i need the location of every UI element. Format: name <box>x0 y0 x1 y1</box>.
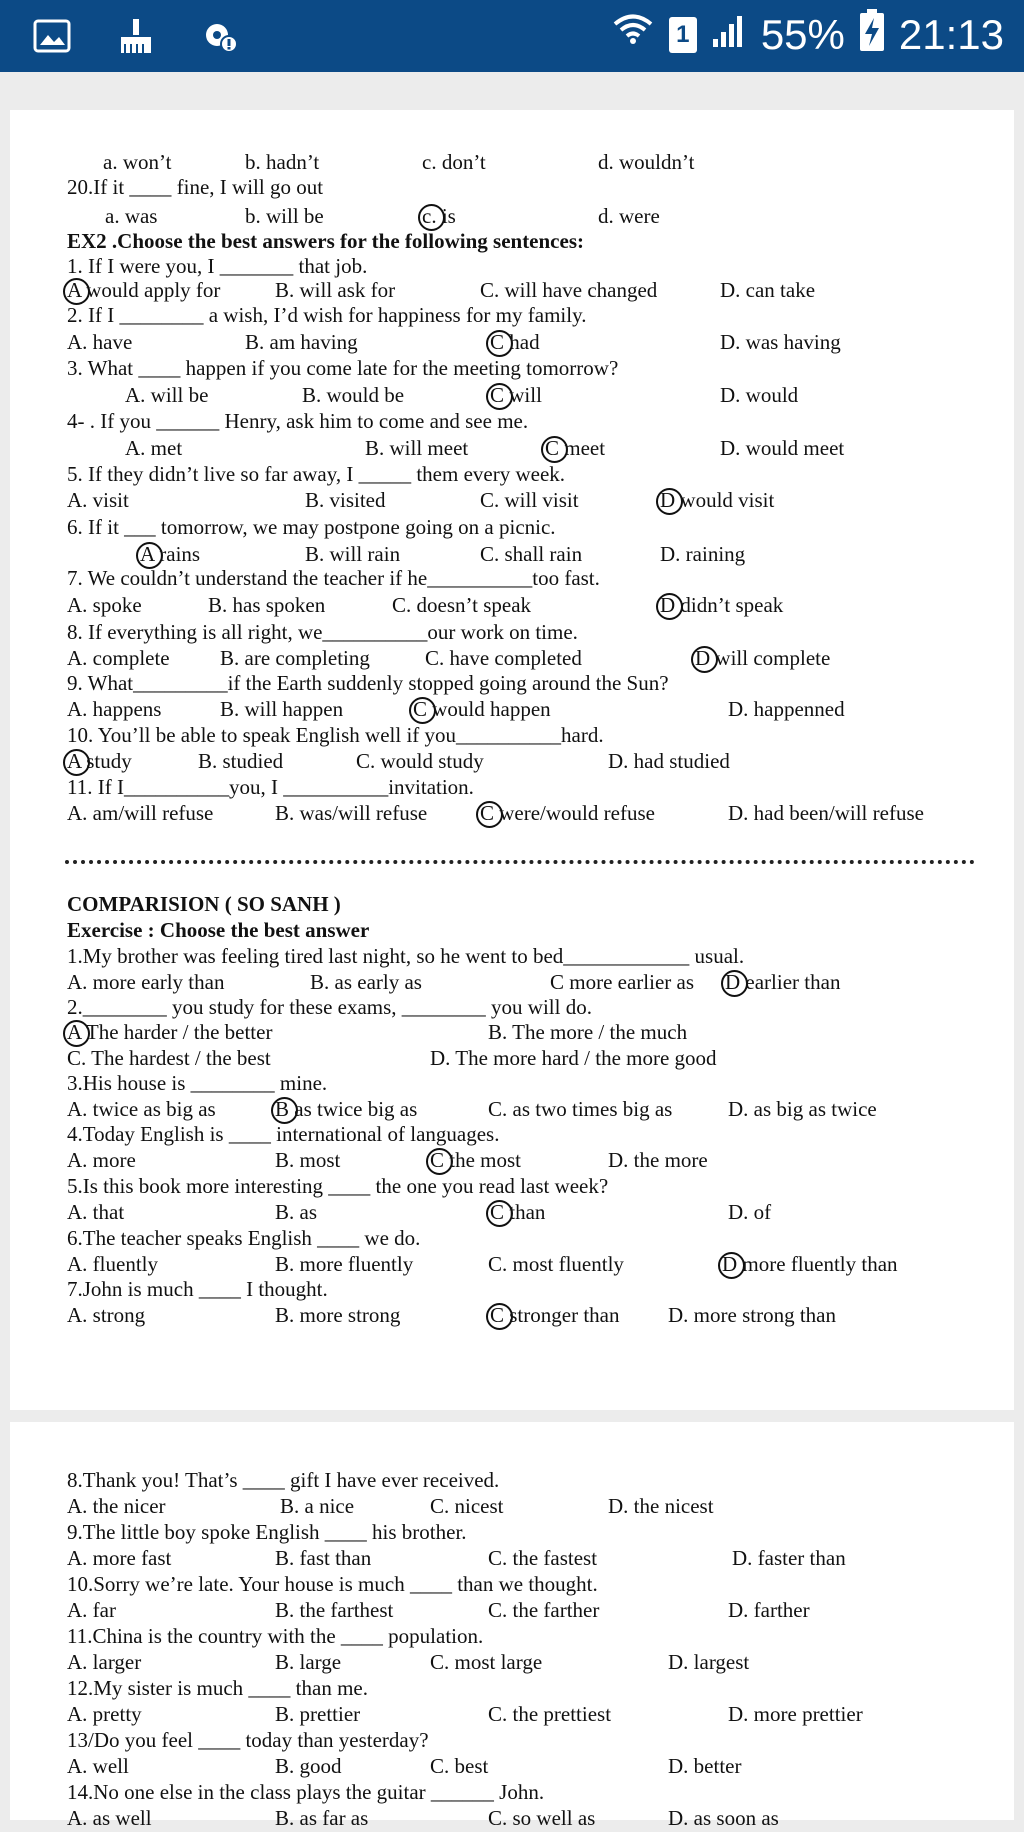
text-segment: A. am/will refuse <box>67 801 214 825</box>
settings-icon <box>198 14 242 58</box>
text-segment: A. more fast <box>67 1546 172 1570</box>
text-segment: 8. If everything is all right, we__________our work on time. <box>67 620 578 644</box>
cleaner-icon <box>114 14 158 58</box>
text-segment: A. complete <box>67 646 170 670</box>
text-segment: B. was/will refuse <box>275 801 428 825</box>
worksheet-line <box>10 1224 1014 1252</box>
text-segment: B. has spoken <box>208 593 326 617</box>
circled-answer: A study <box>67 749 132 773</box>
text-segment: C. shall rain <box>480 542 583 566</box>
worksheet-line <box>10 354 1014 382</box>
circled-answer: D earlier than <box>725 970 841 994</box>
text-segment: A. twice as big as <box>67 1097 216 1121</box>
worksheet-line <box>10 1044 1014 1072</box>
status-right <box>611 8 1004 62</box>
worksheet-line <box>10 669 1014 697</box>
worksheet-line <box>10 513 1014 541</box>
text-segment: D. would meet <box>720 436 845 460</box>
circled-answer: B as twice big as <box>275 1097 418 1121</box>
text-segment: 12.My sister is much ____ than me. <box>67 1676 368 1700</box>
text-segment: d. wouldn’t <box>598 150 695 174</box>
worksheet-line <box>10 202 1014 230</box>
circled-answer: A The harder / the better <box>67 1020 273 1044</box>
worksheet-line <box>10 773 1014 801</box>
circled-answer: C would happen <box>413 697 551 721</box>
worksheet-line <box>10 328 1014 356</box>
text-segment: D. more strong than <box>668 1303 836 1327</box>
worksheet-line <box>10 407 1014 435</box>
worksheet-line <box>10 747 1014 775</box>
text-segment: 11.China is the country with the ____ population. <box>67 1624 484 1648</box>
worksheet-page-1 <box>10 110 1014 1410</box>
text-segment: A. more <box>67 1148 136 1172</box>
text-segment: B. fast than <box>275 1546 372 1570</box>
text-segment: B. the farthest <box>275 1598 394 1622</box>
status-bar <box>0 0 1024 72</box>
text-segment: C. will have changed <box>480 278 658 302</box>
text-segment: B. am having <box>245 330 358 354</box>
worksheet-line <box>10 434 1014 462</box>
text-segment: 2. If I ________ a wish, I’d wish for happiness for my family. <box>67 303 587 327</box>
text-segment: 1.My brother was feeling tired last night, so he went to bed____________ usual. <box>67 944 745 968</box>
worksheet-line <box>10 381 1014 409</box>
circled-answer: D will complete <box>695 646 831 670</box>
circled-answer: C will <box>490 383 542 407</box>
circled-answer: D would visit <box>660 488 775 512</box>
worksheet-line <box>10 1700 1014 1728</box>
text-segment: A. far <box>67 1598 116 1622</box>
text-segment: 8.Thank you! That’s ____ gift I have ever received. <box>67 1468 500 1492</box>
text-segment: B. as <box>275 1200 317 1224</box>
text-segment: 5. If they didn’t live so far away, I _____ them every week. <box>67 462 566 486</box>
worksheet-line <box>10 276 1014 304</box>
text-segment: A. will be <box>125 383 209 407</box>
text-segment: C. The hardest / the best <box>67 1046 271 1070</box>
text-segment: 11. If I__________you, I __________invitation. <box>67 775 474 799</box>
text-segment: A. the nicer <box>67 1494 166 1518</box>
signal-icon <box>711 11 747 59</box>
text-segment: 9.The little boy spoke English ____ his brother. <box>67 1520 467 1544</box>
status-left-icons <box>30 14 242 58</box>
text-segment: C. have completed <box>425 646 582 670</box>
text-segment: d. were <box>598 204 660 228</box>
text-segment: A. spoke <box>67 593 142 617</box>
text-segment: C. the fastest <box>488 1546 598 1570</box>
dotted-divider <box>65 860 975 864</box>
worksheet-line <box>10 618 1014 646</box>
text-segment: C. most large <box>430 1650 543 1674</box>
text-segment: C. most fluently <box>488 1252 624 1276</box>
text-segment: 2.________ you study for these exams, ________ you will do. <box>67 995 592 1019</box>
worksheet-line <box>10 1301 1014 1329</box>
text-segment: D. better <box>668 1754 742 1778</box>
text-segment: 6.The teacher speaks English ____ we do. <box>67 1226 421 1250</box>
text-segment: D. the nicest <box>608 1494 714 1518</box>
text-segment: 3.His house is ________ mine. <box>67 1071 328 1095</box>
worksheet-line <box>10 1726 1014 1754</box>
text-segment: B. are completing <box>220 646 370 670</box>
worksheet-line <box>10 1570 1014 1598</box>
text-segment: D. farther <box>728 1598 810 1622</box>
text-segment: D. as big as twice <box>728 1097 877 1121</box>
text-segment: A. larger <box>67 1650 142 1674</box>
worksheet-line <box>10 942 1014 970</box>
clock: 21:13 <box>898 11 1004 58</box>
text-segment: A. strong <box>67 1303 146 1327</box>
worksheet-line <box>10 1146 1014 1174</box>
text-segment: B. studied <box>198 749 284 773</box>
circled-answer: C stronger than <box>490 1303 620 1327</box>
worksheet-line <box>10 799 1014 827</box>
text-segment: b. hadn’t <box>245 150 320 174</box>
worksheet-line <box>10 1804 1014 1832</box>
worksheet-line <box>10 1544 1014 1572</box>
text-segment: 7. We couldn’t understand the teacher if he__________too fast. <box>67 566 600 590</box>
text-segment: A. visit <box>67 488 129 512</box>
text-segment: 9. What_________if the Earth suddenly stopped going around the Sun? <box>67 671 669 695</box>
text-segment: 5.Is this book more interesting ____ the one you read last week? <box>67 1174 609 1198</box>
worksheet-line <box>10 173 1014 201</box>
text-segment: B. more strong <box>275 1303 401 1327</box>
text-segment: 4- . If you ______ Henry, ask him to come and see me. <box>67 409 529 433</box>
circled-answer: D more fluently than <box>722 1252 898 1276</box>
worksheet-line <box>10 721 1014 749</box>
text-segment: D. raining <box>660 542 746 566</box>
text-segment: B. as far as <box>275 1806 369 1830</box>
text-segment: D. would <box>720 383 799 407</box>
text-segment: D. The more hard / the more good <box>430 1046 717 1070</box>
worksheet-line <box>10 1018 1014 1046</box>
circled-answer: A rains <box>140 542 201 566</box>
text-segment: B. will rain <box>305 542 401 566</box>
worksheet-line <box>10 148 1014 176</box>
circled-answer: c. is <box>422 204 456 228</box>
text-segment: D. of <box>728 1200 772 1224</box>
text-segment: c. don’t <box>422 150 486 174</box>
text-segment: A. well <box>67 1754 129 1778</box>
text-segment: C more earlier as <box>550 970 695 994</box>
worksheet-line <box>10 1466 1014 1494</box>
text-segment: EX2 .Choose the best answers for the following sentences: <box>67 229 584 253</box>
worksheet-line <box>10 227 1014 255</box>
text-segment: C. will visit <box>480 488 579 512</box>
text-segment: A. as well <box>67 1806 152 1830</box>
wifi-icon <box>611 8 655 62</box>
worksheet-line <box>10 916 1014 944</box>
text-segment: 6. If it ___ tomorrow, we may postpone going on a picnic. <box>67 515 556 539</box>
text-segment: D. happenned <box>728 697 845 721</box>
worksheet-line <box>10 564 1014 592</box>
worksheet-line <box>10 890 1014 918</box>
text-segment: 3. What ____ happen if you come late for the meeting tomorrow? <box>67 356 619 380</box>
worksheet-page-2 <box>10 1422 1014 1830</box>
text-segment: C. nicest <box>430 1494 504 1518</box>
worksheet-line <box>10 1778 1014 1806</box>
text-segment: C. the prettiest <box>488 1702 612 1726</box>
text-segment: D. had studied <box>608 749 730 773</box>
text-segment: B. large <box>275 1650 342 1674</box>
worksheet-line <box>10 1172 1014 1200</box>
worksheet-line <box>10 1622 1014 1650</box>
worksheet-line <box>10 591 1014 619</box>
circled-answer: C than <box>490 1200 546 1224</box>
text-segment: 13/Do you feel ____ today than yesterday? <box>67 1728 429 1752</box>
text-segment: COMPARISION ( SO SANH ) <box>67 892 341 916</box>
text-segment: 14.No one else in the class plays the guitar ______ John. <box>67 1780 545 1804</box>
text-segment: 4.Today English is ____ international of languages. <box>67 1122 500 1146</box>
battery-charging-icon <box>859 8 885 62</box>
worksheet-line <box>10 1596 1014 1624</box>
text-segment: C. doesn’t speak <box>392 593 532 617</box>
circled-answer: D didn’t speak <box>660 593 784 617</box>
worksheet-line <box>10 1648 1014 1676</box>
worksheet-line <box>10 993 1014 1021</box>
text-segment: C. the farther <box>488 1598 600 1622</box>
text-segment: B. would be <box>302 383 405 407</box>
text-segment: B. good <box>275 1754 342 1778</box>
text-segment: B. will ask for <box>275 278 396 302</box>
text-segment: 7.John is much ____ I thought. <box>67 1277 328 1301</box>
text-segment: 1. If I were you, I _______ that job. <box>67 254 368 278</box>
text-segment: A. fluently <box>67 1252 158 1276</box>
sim-icon: 1 <box>669 17 697 53</box>
circled-answer: C had <box>490 330 540 354</box>
text-segment: a. won’t <box>103 150 172 174</box>
worksheet-line <box>10 301 1014 329</box>
text-segment: D. as soon as <box>668 1806 779 1830</box>
worksheet-line <box>10 968 1014 996</box>
text-segment: A. have <box>67 330 133 354</box>
text-segment: C. so well as <box>488 1806 596 1830</box>
text-segment: 10. You’ll be able to speak English well if you__________hard. <box>67 723 604 747</box>
worksheet-line <box>10 1198 1014 1226</box>
worksheet-line <box>10 1518 1014 1546</box>
circled-answer: C were/would refuse <box>480 801 655 825</box>
worksheet-line <box>10 1069 1014 1097</box>
worksheet-line <box>10 1752 1014 1780</box>
text-segment: B. more fluently <box>275 1252 414 1276</box>
circled-answer: C the most <box>430 1148 522 1172</box>
worksheet-line <box>10 644 1014 672</box>
worksheet-line <box>10 1120 1014 1148</box>
worksheet-line <box>10 1275 1014 1303</box>
text-segment: C. would study <box>356 749 484 773</box>
text-segment: B. will meet <box>365 436 469 460</box>
text-segment: D. the more <box>608 1148 708 1172</box>
text-segment: B. visited <box>305 488 386 512</box>
text-segment: Exercise : Choose the best answer <box>67 918 370 942</box>
text-segment: C. best <box>430 1754 489 1778</box>
battery-percent: 55% <box>760 11 845 58</box>
text-segment: D. was having <box>720 330 841 354</box>
text-segment: B. prettier <box>275 1702 361 1726</box>
text-segment: b. will be <box>245 204 324 228</box>
text-segment: 20.If it ____ fine, I will go out <box>67 175 324 199</box>
circled-answer: C meet <box>545 436 606 460</box>
worksheet-line <box>10 460 1014 488</box>
text-segment: 10.Sorry we’re late. Your house is much ____ than we thought. <box>67 1572 598 1596</box>
text-segment: D. largest <box>668 1650 750 1674</box>
text-segment: B. a nice <box>280 1494 355 1518</box>
text-segment: D. more prettier <box>728 1702 863 1726</box>
text-segment: a. was <box>105 204 158 228</box>
worksheet-line <box>10 1674 1014 1702</box>
worksheet-line <box>10 486 1014 514</box>
text-segment: C. as two times big as <box>488 1097 673 1121</box>
text-segment: A. pretty <box>67 1702 142 1726</box>
circled-answer: A would apply for <box>67 278 221 302</box>
worksheet-line <box>10 1250 1014 1278</box>
text-segment: A. that <box>67 1200 125 1224</box>
text-segment: A. more early than <box>67 970 225 994</box>
gallery-icon <box>30 14 74 58</box>
text-segment: A. happens <box>67 697 162 721</box>
text-segment: D. faster than <box>732 1546 846 1570</box>
worksheet-line <box>10 695 1014 723</box>
worksheet-line <box>10 1095 1014 1123</box>
text-segment: B. as early as <box>310 970 422 994</box>
text-segment: D. can take <box>720 278 816 302</box>
text-segment: D. had been/will refuse <box>728 801 924 825</box>
worksheet-line <box>10 1492 1014 1520</box>
text-segment: B. The more / the much <box>488 1020 688 1044</box>
text-segment: B. will happen <box>220 697 344 721</box>
text-segment: A. met <box>125 436 183 460</box>
text-segment: B. most <box>275 1148 341 1172</box>
